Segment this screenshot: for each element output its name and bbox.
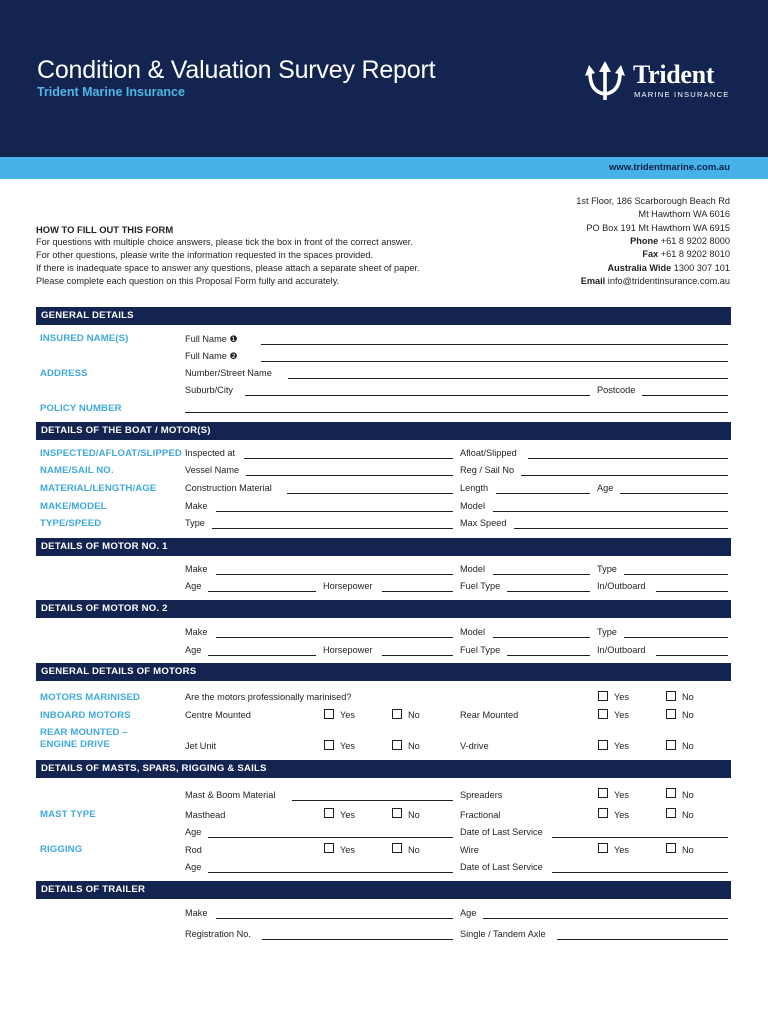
centre-yes-checkbox[interactable] [324, 709, 334, 719]
postcode-label: Postcode [597, 385, 636, 395]
motor2-fuel-label: Fuel Type [460, 645, 501, 655]
rigging-age-label: Age [185, 862, 202, 872]
rear-mounted-label: Rear Mounted [460, 710, 519, 720]
rod-yes-checkbox[interactable] [324, 843, 334, 853]
instruction-line: For questions with multiple choice answers, please tick the box in front of the correct answer. [36, 237, 413, 247]
instruction-line: Please complete each question on this Proposal Form fully and accurately. [36, 276, 340, 286]
policy-number-label: POLICY NUMBER [40, 403, 122, 414]
motor2-type-input[interactable] [624, 637, 728, 638]
motor1-age-input[interactable] [208, 591, 316, 592]
contact-address-3: PO Box 191 Mt Hawthorn WA 6915 [586, 223, 730, 233]
full-name-1-input[interactable] [261, 344, 728, 345]
marinised-no-checkbox[interactable] [666, 691, 676, 701]
insured-name-label: INSURED NAME(S) [40, 333, 129, 344]
rear-yes-checkbox[interactable] [598, 709, 608, 719]
instruction-line: For other questions, please write the information requested in the spaces provided. [36, 250, 374, 260]
age-label: Age [597, 483, 614, 493]
motor1-age-label: Age [185, 581, 202, 591]
model-input[interactable] [493, 511, 728, 512]
centre-yes-label: Yes [340, 710, 355, 720]
motor1-model-input[interactable] [493, 574, 590, 575]
construction-label: Construction Material [185, 483, 272, 493]
page-subtitle: Trident Marine Insurance [37, 85, 185, 99]
vdrive-yes-checkbox[interactable] [598, 740, 608, 750]
motor2-inout-input[interactable] [656, 655, 728, 656]
trailer-age-input[interactable] [483, 918, 728, 919]
fractional-no-label: No [682, 810, 694, 820]
fractional-yes-checkbox[interactable] [598, 808, 608, 818]
type-label: Type [185, 518, 205, 528]
rod-label: Rod [185, 845, 202, 855]
mast-age-label: Age [185, 827, 202, 837]
rear-mounted-drive-label: REAR MOUNTED – ENGINE DRIVE [40, 727, 128, 750]
trident-logo-icon [581, 56, 629, 104]
contact-fax [642, 249, 730, 259]
motor2-horsepower-input[interactable] [382, 655, 453, 656]
marinised-question: Are the motors professionally marinised? [185, 692, 352, 702]
wire-yes-checkbox[interactable] [598, 843, 608, 853]
contact-address-2: Mt Hawthorn WA 6016 [638, 209, 730, 219]
mast-material-label: Mast & Boom Material [185, 790, 276, 800]
motor2-age-label: Age [185, 645, 202, 655]
motor1-horsepower-label: Horsepower [323, 581, 373, 591]
rod-yes-label: Yes [340, 845, 355, 855]
construction-input[interactable] [287, 493, 453, 494]
length-label: Length [460, 483, 489, 493]
motor2-model-label: Model [460, 627, 486, 637]
inspected-label: INSPECTED/AFLOAT/SLIPPED [40, 448, 182, 459]
type-speed-label: TYPE/SPEED [40, 518, 102, 529]
wire-yes-label: Yes [614, 845, 629, 855]
masthead-yes-label: Yes [340, 810, 355, 820]
motor1-fuel-label: Fuel Type [460, 581, 501, 591]
type-input[interactable] [212, 528, 453, 529]
rigging-age-input[interactable] [208, 872, 453, 873]
length-input[interactable] [496, 493, 590, 494]
centre-no-label: No [408, 710, 420, 720]
vdrive-yes-label: Yes [614, 741, 629, 751]
page-title: Condition & Valuation Survey Report [37, 56, 436, 84]
instructions-title: HOW TO FILL OUT THIS FORM [36, 224, 174, 235]
reg-sail-input[interactable] [521, 475, 728, 476]
motor1-type-input[interactable] [624, 574, 728, 575]
vessel-name-label: Vessel Name [185, 465, 240, 475]
centre-mounted-label: Centre Mounted [185, 710, 251, 720]
vdrive-no-checkbox[interactable] [666, 740, 676, 750]
marinised-yes-label: Yes [614, 692, 629, 702]
brand-tagline: MARINE INSURANCE [634, 90, 730, 99]
wire-no-checkbox[interactable] [666, 843, 676, 853]
jet-unit-label: Jet Unit [185, 741, 217, 751]
rigging-service-label: Date of Last Service [460, 862, 543, 872]
section-masts: DETAILS OF MASTS, SPARS, RIGGING & SAILS [36, 760, 731, 778]
suburb-input[interactable] [245, 395, 590, 396]
motor1-fuel-input[interactable] [507, 591, 590, 592]
jet-no-checkbox[interactable] [392, 740, 402, 750]
address-label: ADDRESS [40, 368, 88, 379]
section-motor-1: DETAILS OF MOTOR NO. 1 [36, 538, 731, 556]
website-link[interactable]: www.tridentmarine.com.au [608, 162, 730, 173]
fax-label: Fax [642, 249, 659, 259]
motor2-make-label: Make [185, 627, 208, 637]
motor2-age-input[interactable] [208, 655, 316, 656]
masthead-label: Masthead [185, 810, 226, 820]
masthead-yes-checkbox[interactable] [324, 808, 334, 818]
spreaders-no-label: No [682, 790, 694, 800]
phone-value: +61 8 9202 8000 [660, 236, 730, 246]
material-length-age-label: MATERIAL/LENGTH/AGE [40, 483, 157, 494]
mast-service-label: Date of Last Service [460, 827, 543, 837]
motor1-make-label: Make [185, 564, 208, 574]
email-value[interactable]: info@tridentinsurance.com.au [607, 276, 730, 286]
masthead-no-label: No [408, 810, 420, 820]
masthead-no-checkbox[interactable] [392, 808, 402, 818]
email-label: Email [580, 276, 606, 286]
suburb-label: Suburb/City [185, 385, 234, 395]
vdrive-label: V-drive [460, 741, 489, 751]
fractional-label: Fractional [460, 810, 501, 820]
postcode-input[interactable] [642, 395, 728, 396]
full-name-2-input[interactable] [261, 361, 728, 362]
make-label: Make [185, 501, 208, 511]
motor2-inout-label: In/Outboard [597, 645, 646, 655]
inboard-motors-label: INBOARD MOTORS [40, 710, 131, 721]
fractional-no-checkbox[interactable] [666, 808, 676, 818]
motor1-horsepower-input[interactable] [382, 591, 453, 592]
section-boat-details: DETAILS OF THE BOAT / MOTOR(S) [36, 422, 731, 440]
trailer-axle-input[interactable] [557, 939, 728, 940]
mast-type-label: MAST TYPE [40, 809, 96, 820]
aw-label: Australia Wide [607, 263, 672, 273]
spreaders-yes-label: Yes [614, 790, 629, 800]
rigging-service-input[interactable] [552, 872, 728, 873]
motor1-model-label: Model [460, 564, 486, 574]
fractional-yes-label: Yes [614, 810, 629, 820]
motor2-model-input[interactable] [493, 637, 590, 638]
vessel-name-input[interactable] [246, 475, 453, 476]
jet-no-label: No [408, 741, 420, 751]
full-name-1-label: Full Name ❶ [185, 334, 238, 344]
contact-phone [630, 236, 730, 246]
motors-marinised-label: MOTORS MARINISED [40, 692, 141, 703]
section-general-details: GENERAL DETAILS [36, 307, 731, 325]
age-input[interactable] [620, 493, 728, 494]
trailer-registration-label: Registration No. [185, 929, 251, 939]
trailer-make-label: Make [185, 908, 208, 918]
fax-value: +61 8 9202 8010 [660, 249, 730, 259]
marinised-yes-checkbox[interactable] [598, 691, 608, 701]
max-speed-input[interactable] [514, 528, 728, 529]
spreaders-label: Spreaders [460, 790, 503, 800]
street-label: Number/Street Name [185, 368, 272, 378]
spreaders-yes-checkbox[interactable] [598, 788, 608, 798]
inspected-at-input[interactable] [244, 458, 453, 459]
contact-australia-wide [608, 263, 731, 273]
reg-sail-label: Reg / Sail No [460, 465, 515, 475]
marinised-no-label: No [682, 692, 694, 702]
wire-no-label: No [682, 845, 694, 855]
inspected-at-label: Inspected at [185, 448, 236, 458]
number-two-icon: ❷ [229, 351, 238, 361]
motor2-horsepower-label: Horsepower [323, 645, 373, 655]
jet-yes-checkbox[interactable] [324, 740, 334, 750]
make-input[interactable] [216, 511, 453, 512]
trailer-make-input[interactable] [216, 918, 453, 919]
rear-yes-label: Yes [614, 710, 629, 720]
rod-no-checkbox[interactable] [392, 843, 402, 853]
motor2-fuel-input[interactable] [507, 655, 590, 656]
motor1-make-input[interactable] [216, 574, 453, 575]
rigging-label: RIGGING [40, 844, 83, 855]
make-model-label: MAKE/MODEL [40, 501, 107, 512]
spreaders-no-checkbox[interactable] [666, 788, 676, 798]
trailer-registration-input[interactable] [262, 939, 453, 940]
mast-material-input[interactable] [292, 800, 453, 801]
trailer-axle-label: Single / Tandem Axle [460, 929, 546, 939]
contact-address-1: 1st Floor, 186 Scarborough Beach Rd [576, 196, 730, 206]
contact-email [581, 276, 730, 286]
street-input[interactable] [288, 378, 728, 379]
rod-no-label: No [408, 845, 420, 855]
mast-age-input[interactable] [208, 837, 453, 838]
full-name-2-label: Full Name ❷ [185, 351, 238, 361]
rear-no-checkbox[interactable] [666, 709, 676, 719]
policy-number-input[interactable] [185, 412, 728, 413]
vdrive-no-label: No [682, 741, 694, 751]
section-motor-2: DETAILS OF MOTOR NO. 2 [36, 600, 731, 618]
section-trailer: DETAILS OF TRAILER [36, 881, 731, 899]
aw-value: 1300 307 101 [673, 263, 730, 273]
max-speed-label: Max Speed [460, 518, 507, 528]
afloat-slipped-label: Afloat/Slipped [460, 448, 517, 458]
motor1-inout-label: In/Outboard [597, 581, 646, 591]
section-motors-general: GENERAL DETAILS OF MOTORS [36, 663, 731, 681]
afloat-slipped-input[interactable] [528, 458, 728, 459]
motor2-type-label: Type [597, 627, 617, 637]
motor2-make-input[interactable] [216, 637, 453, 638]
name-sail-label: NAME/SAIL NO. [40, 465, 114, 476]
rear-no-label: No [682, 710, 694, 720]
model-label: Model [460, 501, 486, 511]
instruction-line: If there is inadequate space to answer any questions, please attach a separate sheet of paper. [36, 263, 420, 273]
phone-label: Phone [630, 236, 659, 246]
trailer-age-label: Age [460, 908, 477, 918]
centre-no-checkbox[interactable] [392, 709, 402, 719]
motor1-type-label: Type [597, 564, 617, 574]
wire-label: Wire [460, 845, 479, 855]
brand-name: Trident [633, 60, 715, 89]
jet-yes-label: Yes [340, 741, 355, 751]
mast-service-input[interactable] [552, 837, 728, 838]
number-one-icon: ❶ [229, 334, 238, 344]
motor1-inout-input[interactable] [656, 591, 728, 592]
